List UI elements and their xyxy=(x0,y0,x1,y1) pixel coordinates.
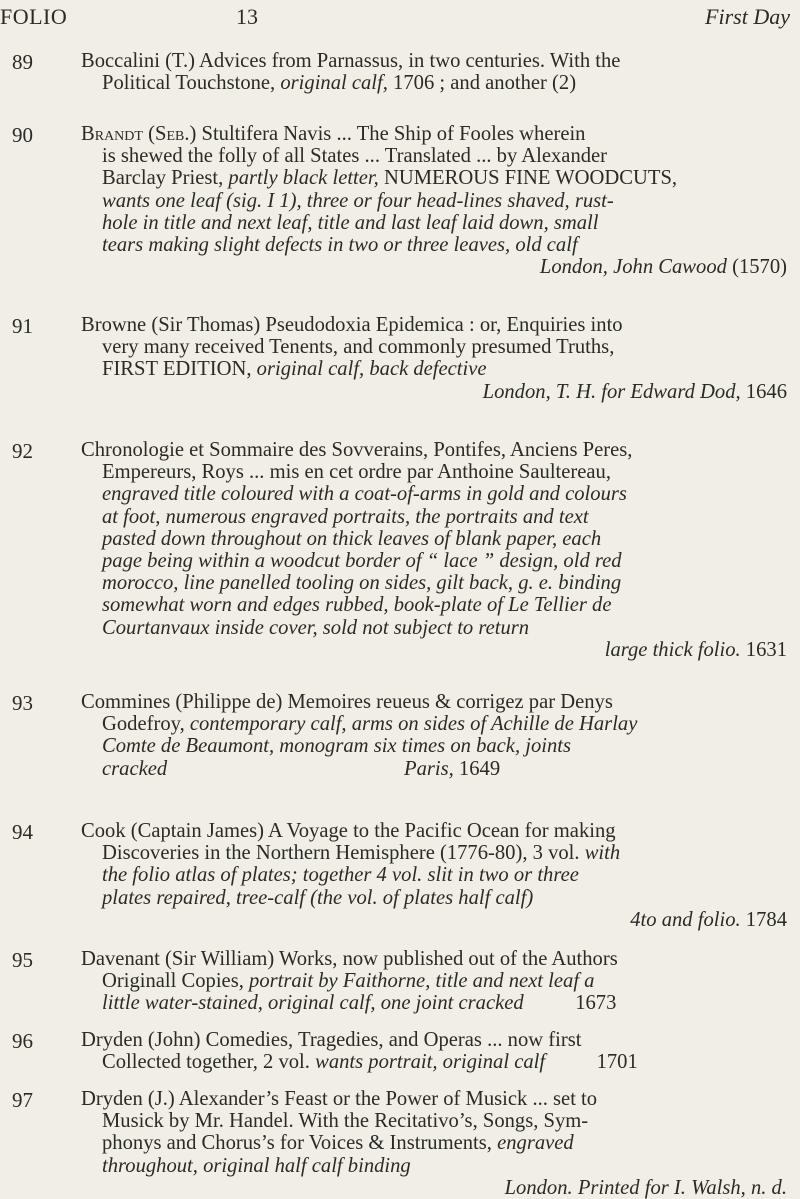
lot-text: tears making slight defects in two or three leaves, old calf xyxy=(102,234,578,257)
lot-text: London, T. H. for Edward Dod, xyxy=(482,380,741,403)
lot-line xyxy=(81,1177,791,1199)
lot-text: 1631 xyxy=(740,638,787,661)
lot-line xyxy=(81,483,791,505)
lot-text: cracked Paris, xyxy=(102,757,454,780)
lot-text: plates repaired, tree-calf (the vol. of plates half calf) xyxy=(102,886,534,909)
lot-text: FIRST EDITION, xyxy=(102,358,257,381)
lot-text: morocco, line panelled tooling on sides, gilt back, g. e. binding xyxy=(102,572,622,595)
lot-text: original calf, xyxy=(280,72,388,95)
lot-line xyxy=(81,123,791,145)
lot-text: Commines (Philippe de) Memoires reueus & corrigez par Denys xyxy=(81,691,613,713)
lot-text: at foot, numerous engraved portraits, the portraits and text xyxy=(102,505,589,528)
lot-description xyxy=(81,1088,791,1199)
lot-text: 1673 xyxy=(523,992,617,1015)
lot-text: Political Touchstone, xyxy=(102,72,281,95)
lot-text: London, John Cawood xyxy=(539,256,727,279)
lot-description xyxy=(81,1029,791,1073)
lot-line xyxy=(81,234,791,256)
lot-text: portrait by Faithorne, title and next leaf a xyxy=(249,970,595,993)
lot-line xyxy=(81,212,791,234)
lot-number: 90 xyxy=(12,123,33,147)
lot-text: Barclay Priest, xyxy=(102,167,229,190)
lot-text: Empereurs, Roys ... mis en cet ordre par Anthoine Saultereau, xyxy=(102,461,611,484)
lot-text: Godefroy, xyxy=(102,713,190,736)
lot-line xyxy=(81,190,791,212)
lot-line xyxy=(81,358,791,380)
lot-text: throughout, original half calf binding xyxy=(102,1154,411,1177)
lot-line xyxy=(81,336,791,358)
lot-line xyxy=(81,1132,791,1154)
lot-text: London. Printed for I. Walsh, n. d. xyxy=(504,1176,787,1199)
lot-line xyxy=(81,820,791,842)
lot-text: Dryden (J.) Alexander’s Feast or the Power of Musick ... set to xyxy=(81,1088,598,1110)
lot-text: original calf, back defective xyxy=(256,358,487,381)
lot-text: 4to and folio. xyxy=(630,908,741,931)
lot-text: phonys and Chorus’s for Voices & Instruments, xyxy=(102,1132,498,1155)
lot-line xyxy=(81,887,791,909)
page-number: 13 xyxy=(236,4,258,29)
header-folio-label: FOLIO xyxy=(0,4,68,29)
lot-line xyxy=(81,691,791,713)
lot-line xyxy=(81,381,791,403)
lot-text: Cook (Captain James) A Voyage to the Pacific Ocean for making xyxy=(81,820,616,842)
lot-description xyxy=(81,691,791,780)
lot-number: 95 xyxy=(12,948,33,972)
lot-text: Musick by Mr. Handel. With the Recitativo’s, Songs, Sym- xyxy=(102,1110,589,1133)
lot-line xyxy=(81,864,791,886)
lot-text: 1649 xyxy=(453,757,501,780)
lot-line xyxy=(81,948,791,970)
lot-description xyxy=(81,948,791,1015)
lot-line xyxy=(81,550,791,572)
lot-text: Seb. xyxy=(154,123,190,145)
lot-text: very many received Tenents, and commonly presumed Truths, xyxy=(102,336,615,359)
lot-line xyxy=(81,528,791,550)
lot-line xyxy=(81,314,791,336)
lot-line xyxy=(81,617,791,639)
lot-text: Boccalini (T.) Advices from Parnassus, in two centuries. With the xyxy=(81,50,621,72)
page-header xyxy=(0,4,800,34)
lot-text: ( xyxy=(142,123,155,145)
lot-line xyxy=(81,1110,791,1132)
lot-description xyxy=(81,123,791,278)
lot-line xyxy=(81,439,791,461)
lot-text: Brandt xyxy=(81,123,143,145)
lot-text: wants one leaf (sig. I 1), three or four head-lines shaved, rust- xyxy=(102,189,614,212)
header-day-label: First Day xyxy=(705,4,790,29)
lot-line xyxy=(81,572,791,594)
lot-line xyxy=(81,909,791,931)
lot-description xyxy=(81,820,791,931)
lot-description xyxy=(81,314,791,403)
lot-text: large thick folio. xyxy=(604,638,741,661)
lot-text: Browne (Sir Thomas) Pseudodoxia Epidemica : or, Enquiries into xyxy=(81,314,623,336)
lot-text: hole in title and next leaf, title and last leaf laid down, small xyxy=(102,211,599,234)
lot-line xyxy=(81,639,791,661)
lot-number: 96 xyxy=(12,1029,33,1053)
lot-line xyxy=(81,145,791,167)
lot-text: little water-stained, original calf, one joint cracked xyxy=(102,992,524,1015)
lot-text: Courtanvaux inside cover, sold not subject to return xyxy=(102,616,530,639)
lot-line xyxy=(81,1088,791,1110)
lot-line xyxy=(81,842,791,864)
lot-text: NUMEROUS FINE WOODCUTS, xyxy=(378,167,678,190)
lot-text: 1646 xyxy=(740,380,787,403)
lot-text: Dryden (John) Comedies, Tragedies, and Operas ... now first xyxy=(81,1029,582,1051)
lot-number: 91 xyxy=(12,314,33,338)
lot-text: engraved title coloured with a coat-of-arms in gold and colours xyxy=(102,483,627,506)
lot-number: 94 xyxy=(12,820,33,844)
lot-line xyxy=(81,1155,791,1177)
lot-text: ) Stultifera Navis ... The Ship of Fooles wherein xyxy=(189,123,586,145)
lot-text: wants portrait, original calf xyxy=(315,1051,546,1074)
lot-number: 89 xyxy=(12,50,33,74)
lot-line xyxy=(81,256,791,278)
lot-line xyxy=(81,735,791,757)
lot-line xyxy=(81,506,791,528)
lot-text: the folio atlas of plates; together 4 vol. slit in two or three xyxy=(102,864,579,887)
lot-text: Chronologie et Sommaire des Sovverains, Pontifes, Anciens Peres, xyxy=(81,439,633,461)
lot-line xyxy=(81,713,791,735)
lot-text: somewhat worn and edges rubbed, book-plate of Le Tellier de xyxy=(102,594,612,617)
lot-line xyxy=(81,758,791,780)
lot-line xyxy=(81,72,791,94)
lot-text: (1570) xyxy=(726,256,787,279)
lot-line xyxy=(81,461,791,483)
lot-text: 1706 ; and another (2) xyxy=(387,72,577,95)
lot-text: 1701 xyxy=(545,1051,638,1074)
lot-text: 1784 xyxy=(740,908,787,931)
lot-line xyxy=(81,167,791,189)
lot-text: pasted down throughout on thick leaves of blank paper, each xyxy=(102,527,602,550)
lot-description xyxy=(81,439,791,661)
lot-line xyxy=(81,1029,791,1051)
lot-line xyxy=(81,992,791,1014)
lot-number: 93 xyxy=(12,691,33,715)
lot-text: with xyxy=(584,842,621,865)
lot-text: Discoveries in the Northern Hemisphere (1776-80), 3 vol. xyxy=(102,842,585,865)
lot-text: Originall Copies, xyxy=(102,970,250,993)
lot-text: engraved xyxy=(497,1132,574,1155)
lot-line xyxy=(81,970,791,992)
lot-number: 92 xyxy=(12,439,33,463)
lot-line xyxy=(81,1051,791,1073)
lot-text: Collected together, 2 vol. xyxy=(102,1051,316,1074)
lot-text: page being within a woodcut border of “ lace ” design, old red xyxy=(102,550,622,573)
lot-line xyxy=(81,594,791,616)
lot-text: is shewed the folly of all States ... Translated ... by Alexander xyxy=(102,145,608,168)
lot-text: Comte de Beaumont, monogram six times on back, joints xyxy=(102,735,572,758)
lot-description xyxy=(81,50,791,94)
lot-text: contemporary calf, arms on sides of Achille de Harlay xyxy=(189,713,638,736)
lot-text: Davenant (Sir William) Works, now published out of the Authors xyxy=(81,948,618,970)
lot-line xyxy=(81,50,791,72)
lot-number: 97 xyxy=(12,1088,33,1112)
lot-text: partly black letter, xyxy=(228,167,379,190)
